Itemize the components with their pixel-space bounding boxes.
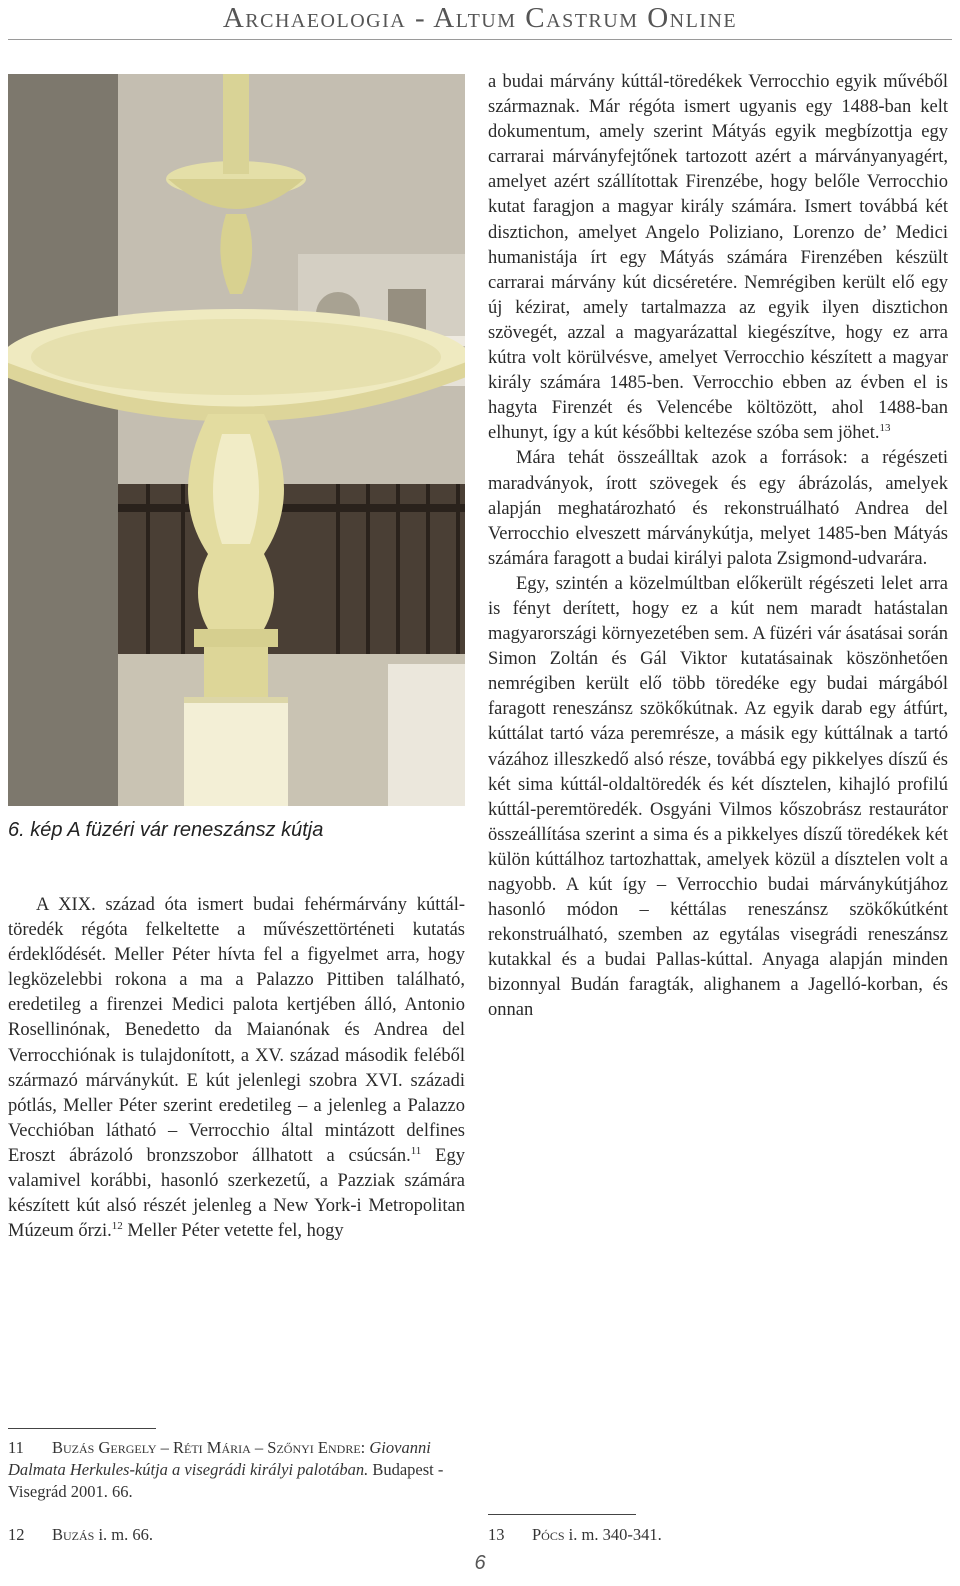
footnote-rest: i. m. 66. xyxy=(94,1525,154,1544)
footnote-12 xyxy=(8,1524,153,1546)
footnote-rest: i. m. 340-341. xyxy=(564,1525,662,1544)
right-paragraph-2: Mára tehát összeálltak azok a források: a régészeti maradványok, írott szövegek és egy ábrázolás, amelyek alapján meghatározható és rekonstruálható Andrea del Verrocchio elveszett márványkútja, melyet 1485-ben Mátyás számára faragott a budai királyi palota Zsigmond-udvarára. xyxy=(488,448,948,569)
footnote-authors: Buzás Gergely – Réti Mária – Szőnyi Endre: xyxy=(52,1438,366,1457)
fountain-illustration xyxy=(8,74,465,806)
footnote-13 xyxy=(488,1524,662,1546)
right-column xyxy=(488,70,948,1024)
footnote-authors: Pócs xyxy=(532,1525,565,1544)
page-number: 6 xyxy=(474,1552,486,1574)
left-paragraph-text: A XIX. század óta ismert budai fehérmárvány kúttál-töredék régóta felkeltette a művészettörténeti kutatás érdeklődését. Meller Péter hívta fel a figyelmet arra, hogy legközelebbi rokona a ma a Palazzo Pittiben található, eredetileg a firenzei Medici palota kertjében álló, Antonio Rosellinónak, Benedetto da Maianónak és Andrea del Verrocchiónak is tulajdonított, a XV. század második feléből származó márványkút. E kút jelenlegi szobra XVI. századi pótlás, Meller Péter szerint eredetileg – a jelenleg a Palazzo Vecchióban látható – Verrocchio által mintázott delfines Eroszt ábrázoló bronzszobor állhatott a csúcsán. xyxy=(8,895,465,1166)
footnote-number: 11 xyxy=(8,1438,24,1457)
left-paragraph-text-cont: Egy valamivel korábbi, hasonló szerkezetű, a Pazziak számára készített kút alsó részét jelenleg a New York-i Metropolitan Múzeum őrzi. xyxy=(8,1145,465,1242)
footnote-rule-right xyxy=(488,1514,636,1515)
fountain-photo xyxy=(8,74,465,806)
footnote-ref-12[interactable]: 12 xyxy=(111,1220,123,1233)
header-rule xyxy=(8,39,952,40)
right-paragraph-1 xyxy=(488,70,948,446)
footnote-rule-left xyxy=(8,1428,156,1429)
footnote-rest: Budapest - Visegrád 2001. 66. xyxy=(8,1460,444,1501)
left-paragraph xyxy=(8,893,465,1244)
footnote-ref-13[interactable]: 13 xyxy=(879,422,891,435)
left-column xyxy=(8,893,465,1244)
footnote-title: Giovanni Dalmata Herkules-kútja a visegrádi királyi palotában. xyxy=(8,1438,431,1479)
right-paragraph-3: Egy, szintén a közelmúltban előkerült régészeti lelet arra is fényt derített, hogy ez a kút nem maradt hatástalan magyarországi környezetében sem. A füzéri vár ásatásai során Simon Zoltán és Gál Viktor kutatásainak köszönhetően nemrégiben került elő több töredéke egy budai márgából faragott reneszánsz szökőkútnak. Az egyik darab egy átfúrt, kúttálat tartó váza peremrésze, a másik egy kúttálnak a tartó vázához illeszkedő alsó része, továbbá egy pikkelyes díszű és két sima kúttál-oldaltöredék és két dísztelen, kihajló profilú kúttál-peremtöredék. Osgyáni Vilmos kőszobrász restaurátor összeállítása szerint a sima és a pikkelyes díszű töredékek két külön kúttálhoz tartozhattak, amelyek közül a dísztelen volt a nagyobb. A kút így – Verrocchio budai márványkútjához hasonló módon – kéttálas reneszánsz szökőkútként rekonstruálható, szemben az egytálas visegrádi reneszánsz kutakkal és a budai Pallas-kúttal. Anyaga alapján minden bizonnyal Budán faragták, alighanem a Jagelló-korban, és onnan xyxy=(488,573,948,1021)
footnote-number: 12 xyxy=(8,1525,25,1544)
left-paragraph-text-end: Meller Péter vetette fel, hogy xyxy=(122,1221,344,1242)
figure-caption: 6. kép A füzéri vár reneszánsz kútja xyxy=(8,819,324,841)
footnote-number: 13 xyxy=(488,1525,505,1544)
footnote-authors: Buzás xyxy=(52,1525,95,1544)
footnote-11 xyxy=(8,1437,468,1503)
footnote-ref-11[interactable]: 11 xyxy=(410,1144,422,1157)
right-paragraph-1-text: a budai márvány kúttál-töredékek Verrocchio egyik művéből származnak. Már régóta ismert ugyanis egy 1488-ban kelt dokumentum, amely szerint Mátyás egyik megbízottja egy carrarai márványfejtőnek tartozott azért a márványanyagért, amelyet azért szállítottak Firenzébe, hogy belőle Verrocchio kutat faragjon a magyar király számára. Ismert továbbá két disztichon, amelyet Angelo Poliziano, Lorenzo de’ Medici humanistája írt egy Mátyás számára Firenzében készült carrarai márvány kút dicséretére. Nemrégiben került elő egy új kézirat, amely tartalmazza az egyik ilyen disztichon szövegét, azzal a magyarázattal kiegészítve, hogy ez arra kútra volt körülvésve, amelyet Verrocchio készített a magyar király számára 1485-ben. Verrocchio ebben az évben el is hagyta Firenzét és Velencébe költözött, ahol 1488-ban elhunyt, így a kút későbbi keltezése szóba sem jöhet. xyxy=(488,72,948,444)
running-head: Archaeologia - Altum Castrum Online xyxy=(222,2,738,34)
